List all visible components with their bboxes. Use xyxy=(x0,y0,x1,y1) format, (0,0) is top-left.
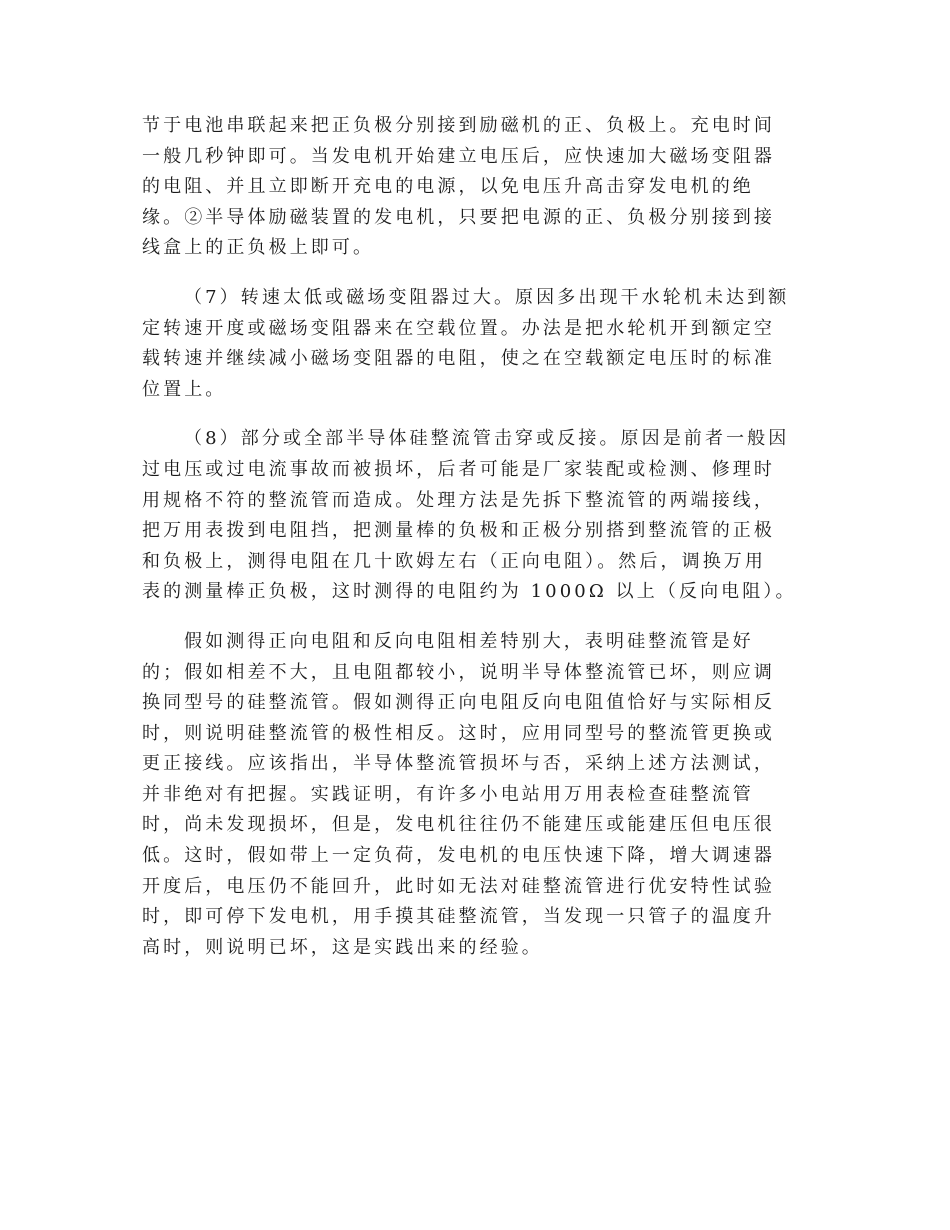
text-line: 更正接线。应该指出，半导体整流管损坏与否，采纳上述方法测试， xyxy=(142,753,775,775)
paragraph-2 xyxy=(142,283,810,405)
text-line: 时，尚未发现损坏，但是，发电机往往仍不能建压或能建压但电压很 xyxy=(142,814,775,836)
text-line: 位置上。 xyxy=(142,378,227,400)
text-line: 并非绝对有把握。实践证明，有许多小电站用万用表检查硅整流管 xyxy=(142,783,754,805)
paragraph-3 xyxy=(142,424,810,608)
text-line: 的；假如相差不大，且电阻都较小，说明半导体整流管已坏，则应调 xyxy=(142,661,775,683)
paragraph-4 xyxy=(142,627,810,964)
text-line: 过电压或过电流事故而被损坏，后者可能是厂家装配或检测、修理时 xyxy=(142,458,775,480)
text-line: 和负极上，测得电阻在几十欧姆左右（正向电阻）。然后，调换万用 xyxy=(142,550,766,572)
text-line: 时，即可停下发电机，用手摸其硅整流管，当发现一只管子的温度升 xyxy=(142,906,775,928)
text-line: 低。这时，假如带上一定负荷，发电机的电压快速下降，增大调速器 xyxy=(142,845,775,867)
paragraph-spacing xyxy=(142,264,810,283)
text-line: 一般几秒钟即可。当发电机开始建立电压后，应快速加大磁场变阻器 xyxy=(142,145,775,167)
document-body xyxy=(142,111,810,963)
text-line: 假如测得正向电阻和反向电阻相差特别大，表明硅整流管是好 xyxy=(184,630,754,652)
text-line: 高时，则说明已坏，这是实践出来的经验。 xyxy=(142,936,543,958)
text-line: 缘。②半导体励磁装置的发电机，只要把电源的正、负极分别接到接 xyxy=(142,206,775,228)
text-line: 节于电池串联起来把正负极分别接到励磁机的正、负极上。充电时间 xyxy=(142,115,775,136)
text-line: 把万用表拨到电阻挡，把测量棒的负极和正极分别搭到整流管的正极 xyxy=(142,520,775,542)
text-line: 时，则说明硅整流管的极性相反。这时，应用同型号的整流管更换或 xyxy=(142,722,775,744)
text-line: 表的测量棒正负极，这时测得的电阻约为 1000Ω 以上（反向电阻）。 xyxy=(142,581,797,603)
text-line: （7）转速太低或磁场变阻器过大。原因多出现干水轮机未达到额 xyxy=(184,286,790,308)
text-line: 换同型号的硅整流管。假如测得正向电阻反向电阻值恰好与实际相反 xyxy=(142,692,775,714)
paragraph-1 xyxy=(142,111,810,264)
text-line: 定转速开度或磁场变阻器来在空载位置。办法是把水轮机开到额定空 xyxy=(142,317,775,339)
paragraph-spacing xyxy=(142,405,810,424)
text-line: 载转速并继续减小磁场变阻器的电阻，使之在空载额定电压时的标准 xyxy=(142,348,775,370)
text-line: 开度后，电压仍不能回升，此时如无法对硅整流管进行优安特性试验 xyxy=(142,875,775,897)
text-line: 用规格不符的整流管而造成。处理方法是先拆下整流管的两端接线， xyxy=(142,489,775,511)
text-line: （8）部分或全部半导体硅整流管击穿或反接。原因是前者一般因 xyxy=(184,428,790,450)
text-line: 的电阻、并且立即断开充电的电源，以免电压升高击穿发电机的绝 xyxy=(142,176,754,198)
paragraph-spacing xyxy=(142,608,810,627)
text-line: 线盒上的正负极上即可。 xyxy=(142,237,375,259)
